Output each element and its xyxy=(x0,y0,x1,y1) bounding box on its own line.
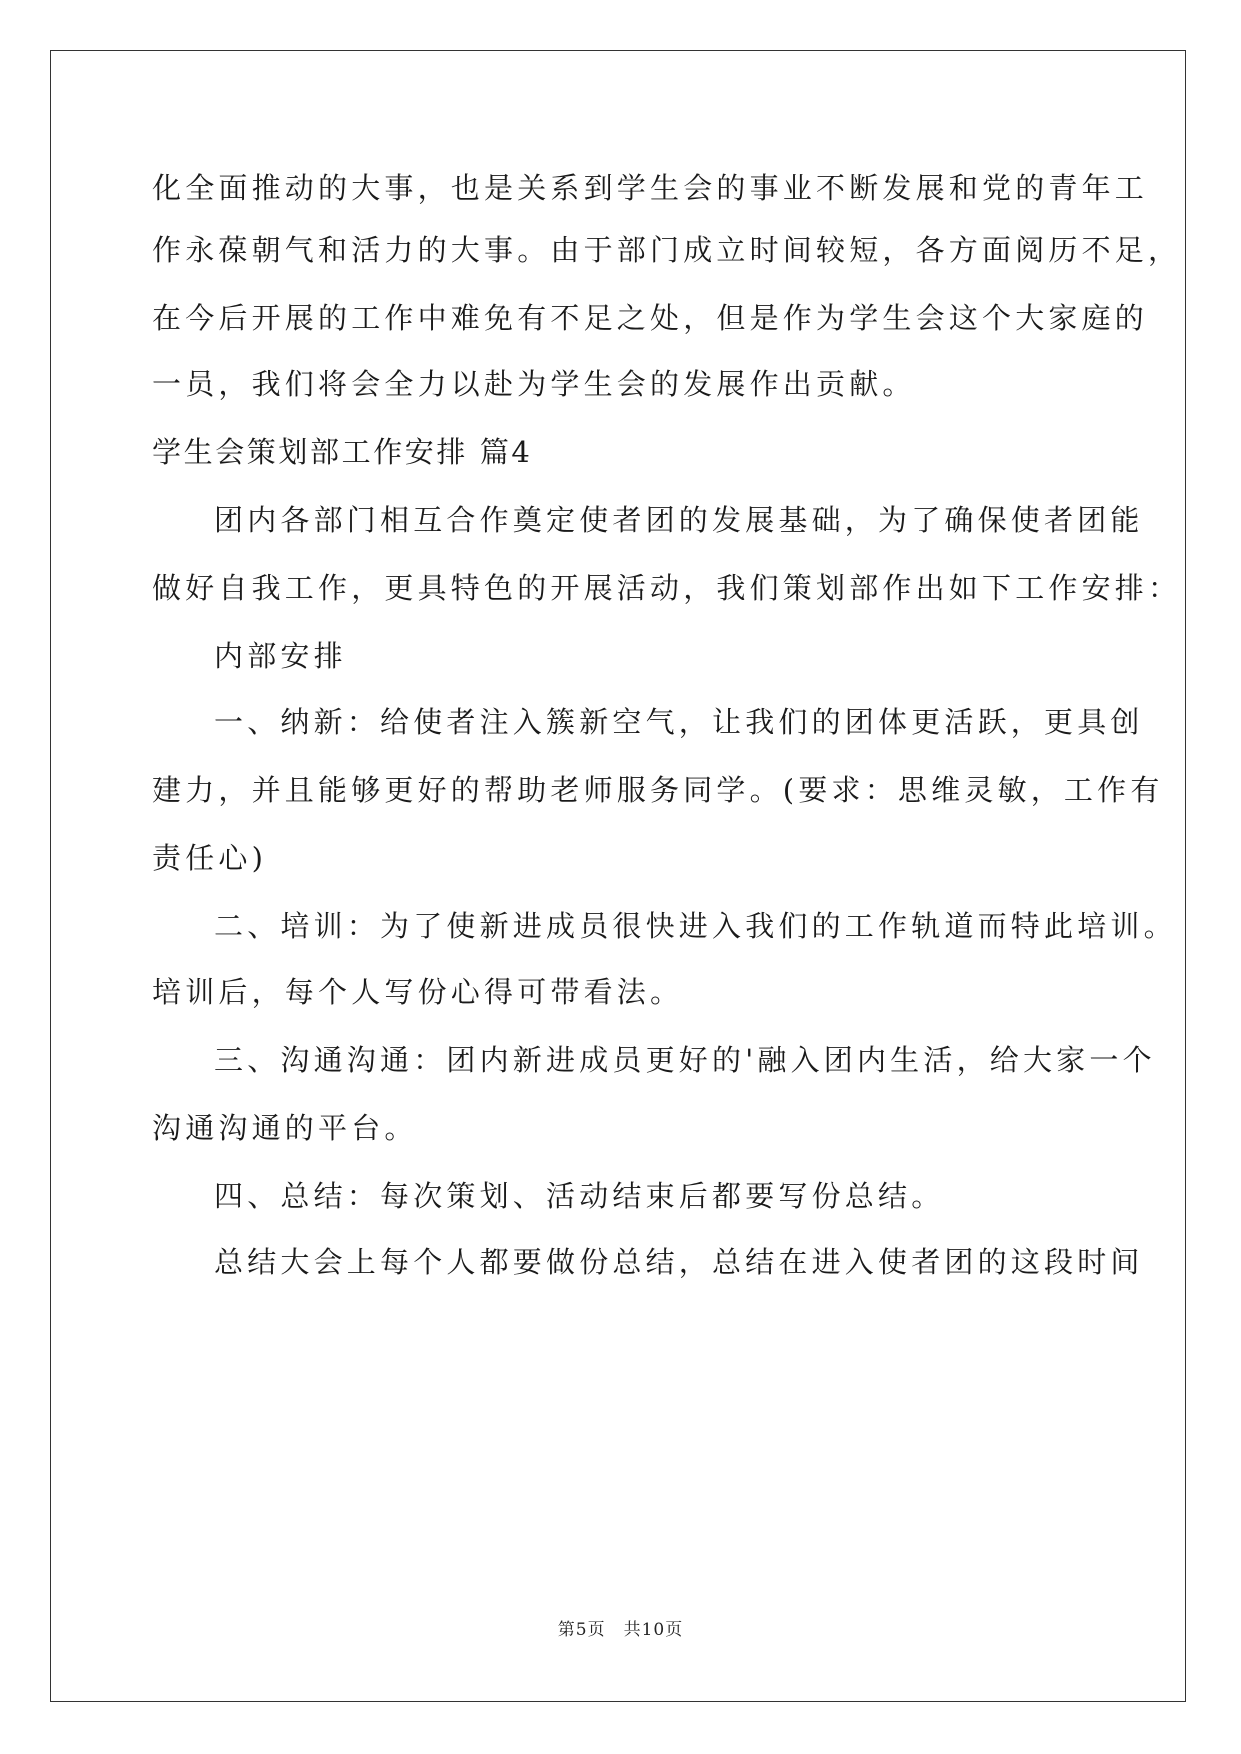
subheading: 内部安排 xyxy=(214,639,347,673)
body-line: 一员，我们将会全力以赴为学生会的发展作出贡献。 xyxy=(152,367,916,401)
body-line: 培训后，每个人写份心得可带看法。 xyxy=(152,975,684,1009)
body-line: 责任心) xyxy=(152,841,268,875)
list-item-4-line: 四、总结：每次策划、活动结束后都要写份总结。 xyxy=(214,1179,945,1213)
body-line: 沟通沟通的平台。 xyxy=(152,1111,418,1145)
body-line: 做好自我工作，更具特色的开展活动，我们策划部作出如下工作安排： xyxy=(152,571,1182,605)
paragraph-first-line: 总结大会上每个人都要做份总结，总结在进入使者团的这段时间 xyxy=(214,1245,1144,1279)
page-number-footer: 第5页 共10页 xyxy=(557,1620,684,1640)
body-line: 作永葆朝气和活力的大事。由于部门成立时间较短，各方面阅历不足， xyxy=(152,233,1182,267)
body-line: 化全面推动的大事，也是关系到学生会的事业不断发展和党的青年工 xyxy=(152,171,1149,205)
list-item-1-line: 一、纳新：给使者注入簇新空气，让我们的团体更活跃，更具创 xyxy=(214,705,1144,739)
section-heading: 学生会策划部工作安排 篇4 xyxy=(152,435,533,469)
paragraph-first-line: 团内各部门相互合作奠定使者团的发展基础，为了确保使者团能 xyxy=(214,503,1144,537)
body-line: 建力，并且能够更好的帮助老师服务同学。(要求：思维灵敏，工作有 xyxy=(152,773,1164,807)
body-line: 在今后开展的工作中难免有不足之处，但是作为学生会这个大家庭的 xyxy=(152,301,1149,335)
list-item-3-line: 三、沟通沟通：团内新进成员更好的'融入团内生活，给大家一个 xyxy=(214,1043,1156,1077)
list-item-2-line: 二、培训：为了使新进成员很快进入我们的工作轨道而特此培训。 xyxy=(214,909,1177,943)
